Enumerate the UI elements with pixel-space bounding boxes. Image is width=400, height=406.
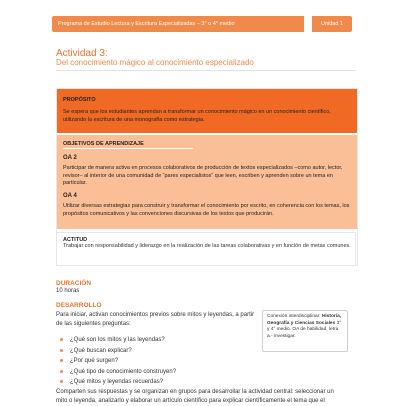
bullet-icon — [60, 338, 63, 341]
unit-label: Unidad 1 — [312, 16, 352, 32]
objectives-heading: OBJETIVOS DE APRENDIZAJE — [63, 141, 144, 147]
note-suffix: 3° y 4° medio. OA de habilidad, letra a.- investigar. — [267, 320, 342, 339]
bullet-icon — [60, 349, 63, 352]
purpose-heading: PROPÓSITO — [63, 97, 96, 103]
purpose-section — [57, 89, 357, 133]
list-item: ¿Qué buscan explicar? — [60, 346, 176, 357]
development-intro: Para iniciar, activan conocimientos previos sobre mitos y leyendas, a partir de las siguientes preguntas: — [56, 312, 255, 327]
divider — [56, 70, 356, 71]
question-list — [60, 335, 176, 388]
note-prefix: Conexión interdisciplinar: — [267, 314, 322, 319]
bullet-icon — [60, 359, 63, 362]
objectives-section — [57, 135, 357, 229]
bullet-icon — [60, 370, 63, 373]
attitude-text: Trabajar con responsabilidad y liderazgo en la realización de las tareas colaborativas y en función de metas comunes. — [63, 243, 351, 249]
activity-title: Actividad 3: — [56, 48, 108, 59]
list-item: ¿Por qué surgen? — [60, 356, 176, 367]
attitude-heading: ACTITUD — [63, 237, 88, 243]
heading-underline — [63, 148, 193, 149]
note-subject: Historia, Geografía y Ciencias Sociales — [267, 314, 342, 326]
oa-code: OA 2 — [63, 155, 77, 161]
header-bar — [52, 16, 352, 32]
bullet-icon — [60, 380, 63, 383]
activity-subtitle: Del conocimiento mágico al conocimiento especializado — [56, 58, 254, 67]
development-closing: Comparten sus respuestas y se organizan en grupos para desarrollar la actividad central: seleccionar un — [56, 389, 334, 395]
duration-value: 10 horas — [56, 288, 80, 294]
duration-heading: DURACIÓN — [56, 280, 92, 287]
oa-code: OA 4 — [63, 193, 77, 199]
purpose-text: Se espera que los estudiantes aprendan a transformar un conocimiento mágico en un conocimiento científico, utilizando la escritura de una monografía como estrategia. — [63, 109, 331, 123]
list-item: ¿Qué tipo de conocimiento construyen? — [60, 367, 176, 378]
interdisciplinary-note — [262, 310, 348, 352]
development-heading: DESARROLLO — [56, 302, 102, 309]
oa-text: Utilizar diversas estrategias para construir y transformar el conocimiento por escrito, en coherencia con los temas, los propósitos comunicativos y las convenciones discursivas de los textos que producirán. — [63, 203, 350, 217]
development-closing-2: mito o leyenda, analizarlo y elaborar un artículo científico para explicar científicamente el tema que el — [56, 398, 325, 404]
list-item: ¿Qué son los mitos y las leyendas? — [60, 335, 176, 346]
program-title: Programa de Estudio Lectura y Escritura Especializadas – 3° o 4° medio — [52, 16, 304, 32]
attitude-section — [56, 232, 356, 266]
list-item: ¿Qué mitos y leyendas recuerdas? — [60, 377, 176, 388]
oa-text: Participar de manera activa en procesos colaborativos de producción de textos especializados –como autor, lector, revisor– al interior de una comunidad de “pares especialistos” que leen, escriben y aprenden sobre un tema en particular. — [63, 165, 343, 186]
